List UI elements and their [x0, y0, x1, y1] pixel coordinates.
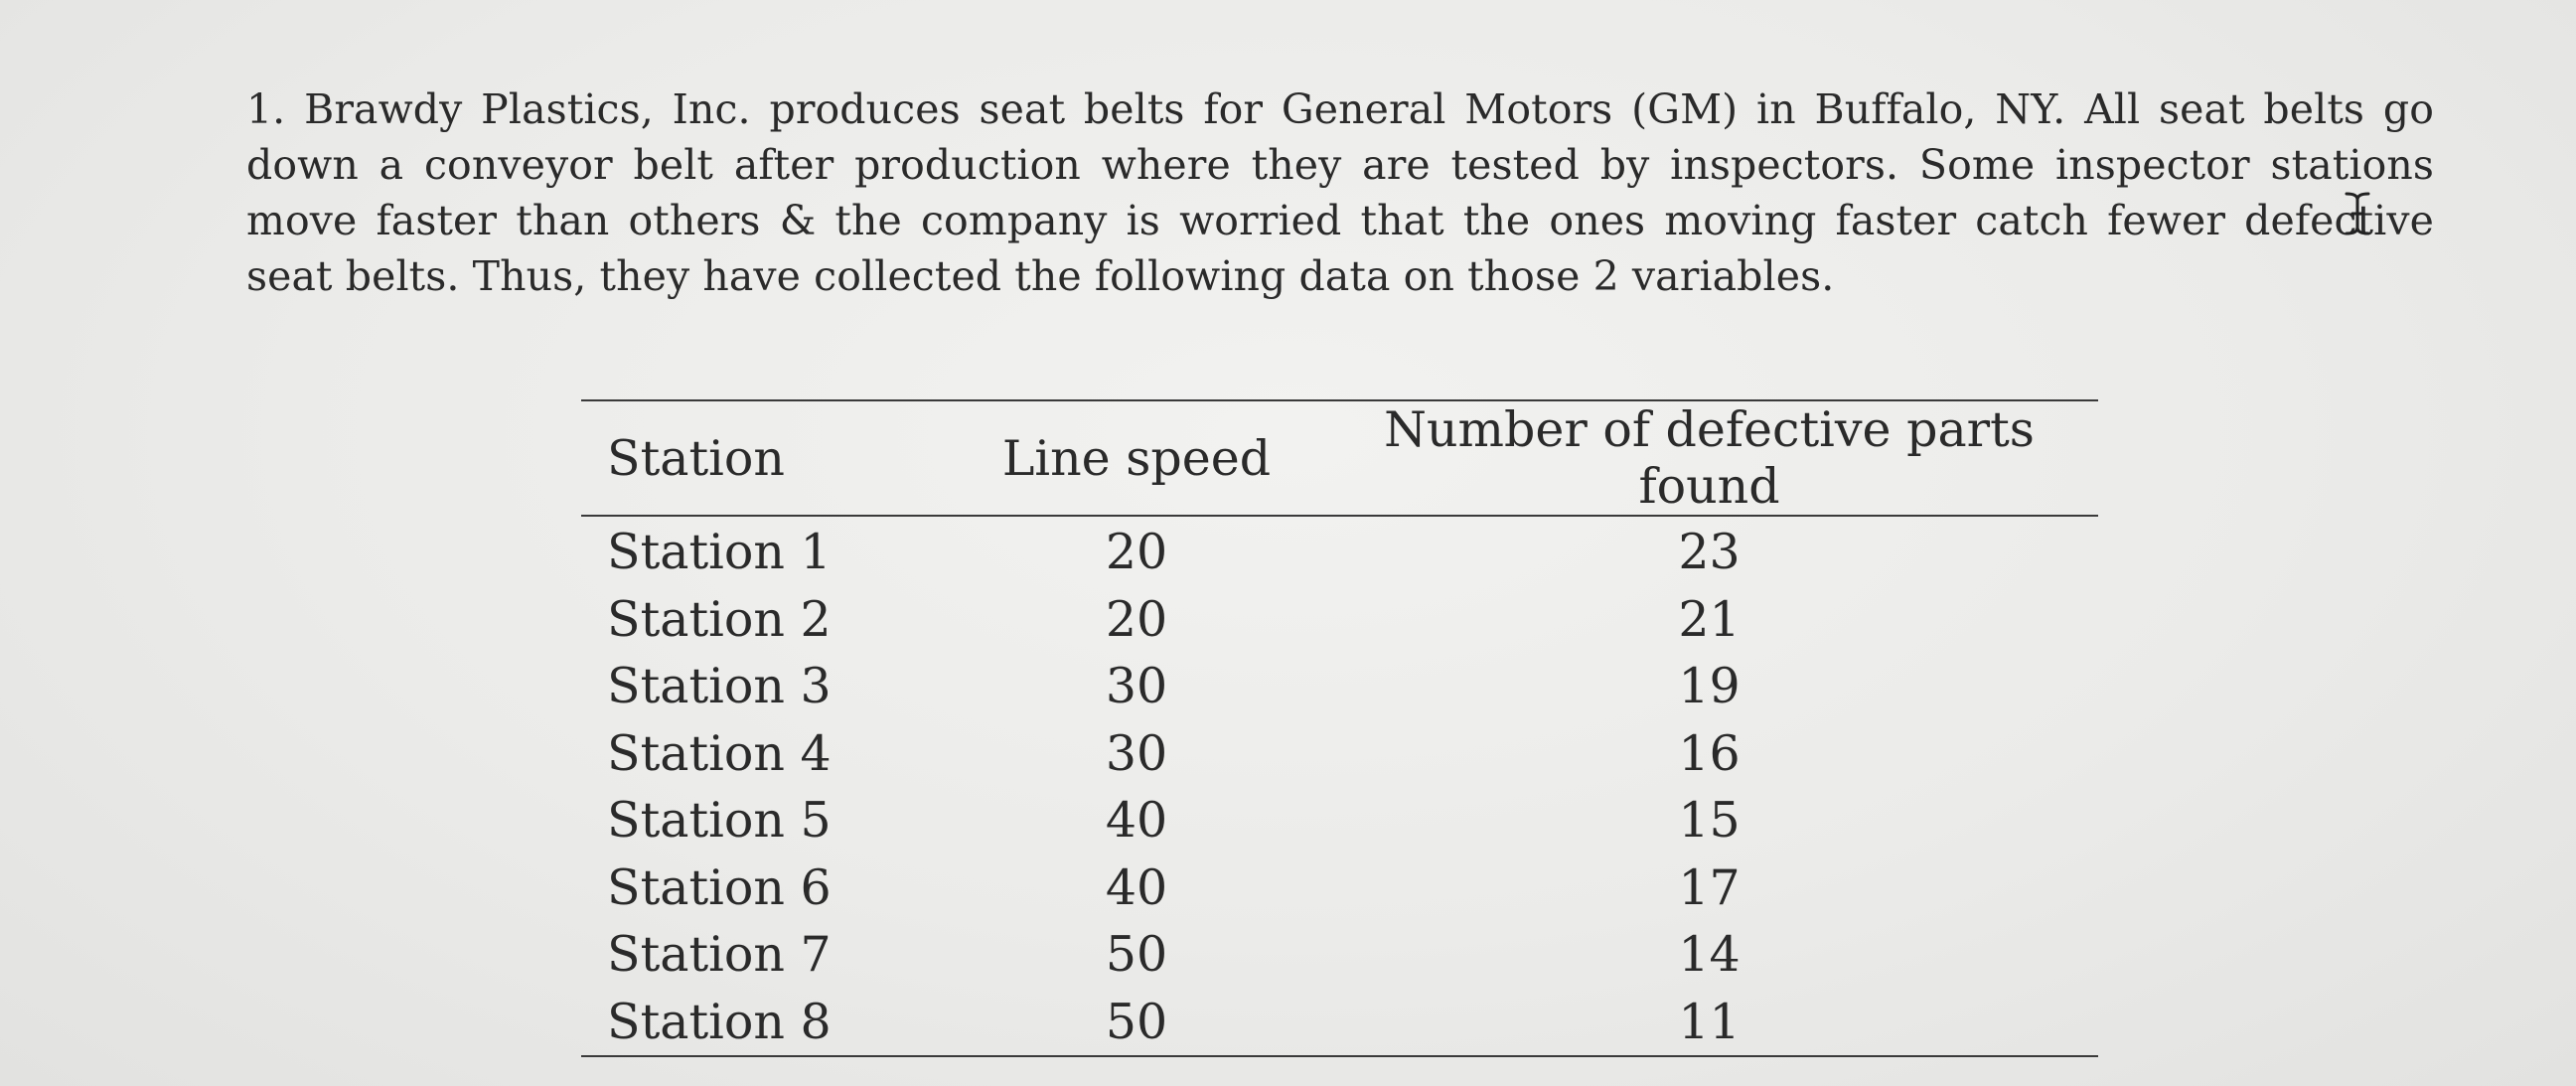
- table-row: [581, 921, 2098, 989]
- station-cell: Station 8: [581, 989, 953, 1057]
- header-defective-parts: Number of defective parts found: [1320, 400, 2098, 516]
- line-speed-cell: 30: [1105, 724, 1168, 782]
- defects-cell: 17: [1678, 858, 1741, 916]
- table-row: [581, 586, 2098, 654]
- problem-statement: 1. Brawdy Plastics, Inc. produces seat belts for General Motors (GM) in Buffalo, NY. All seat belts go down a conveyor belt after production where they are tested by inspectors. Some inspector stations move faster than others & the company is worried that the ones moving faster catch fewer defective seat belts. Thus, they have collected the following data on those 2 variables.: [246, 85, 2434, 300]
- station-cell: Station 1: [607, 524, 832, 581]
- table-row: [581, 653, 2098, 720]
- station-cell: Station 7: [607, 926, 832, 984]
- table-row: [581, 787, 2098, 854]
- station-cell: Station 2: [607, 590, 832, 648]
- defects-cell: 19: [1678, 658, 1741, 715]
- line-speed-cell: 40: [1105, 792, 1168, 850]
- defects-cell: 16: [1678, 724, 1741, 782]
- defects-cell: 11: [1320, 989, 2098, 1057]
- data-table: [581, 399, 2098, 1057]
- defects-cell: 14: [1678, 926, 1741, 984]
- table-header-row: [581, 400, 2098, 516]
- defects-cell: 21: [1678, 590, 1741, 648]
- header-station: Station: [581, 400, 953, 516]
- defects-cell: 15: [1678, 792, 1741, 850]
- line-speed-cell: 30: [1105, 658, 1168, 715]
- table-row: [581, 854, 2098, 922]
- table-row: [581, 989, 2098, 1057]
- line-speed-cell: 50: [953, 989, 1320, 1057]
- header-line-speed: Line speed: [953, 400, 1320, 516]
- station-cell: Station 3: [607, 658, 832, 715]
- station-cell: Station 6: [607, 858, 832, 916]
- line-speed-cell: 20: [1105, 524, 1168, 581]
- table-row: [581, 516, 2098, 586]
- line-speed-cell: 50: [1105, 926, 1168, 984]
- defects-cell: 23: [1678, 524, 1741, 581]
- table-row: [581, 720, 2098, 788]
- line-speed-cell: 40: [1105, 858, 1168, 916]
- station-cell: Station 5: [607, 792, 832, 850]
- line-speed-cell: 20: [1105, 590, 1168, 648]
- station-cell: Station 4: [607, 724, 832, 782]
